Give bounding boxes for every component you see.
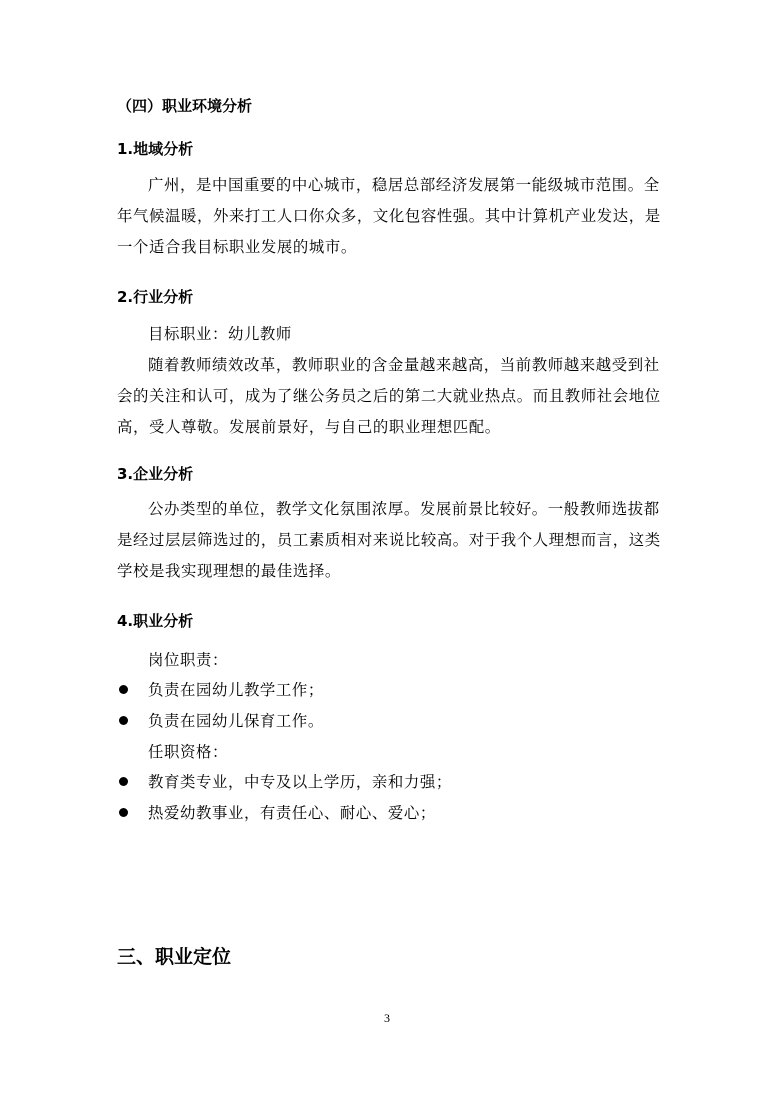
bullet-icon <box>119 716 128 725</box>
chapter-heading-career-positioning: 三、职业定位 <box>117 946 232 968</box>
duty-item: 负责在园幼儿教学工作； <box>148 681 324 699</box>
heading-enterprise-analysis: 3.企业分析 <box>117 465 194 483</box>
bullet-icon <box>119 777 128 786</box>
section-heading-career-environment: （四）职业环境分析 <box>117 97 253 115</box>
bullet-icon <box>119 685 128 694</box>
bullet-icon <box>119 808 128 817</box>
industry-analysis-paragraph: 随着教师绩效改革，教师职业的含金量越来越高，当前教师越来越受到社会的关注和认可，成为了继公务员之后的第二大就业热点。而且教师社会地位高，受人尊敬。发展前景好，与自己的职业理想匹配。 <box>117 356 661 436</box>
heading-regional-analysis: 1.地域分析 <box>117 140 194 158</box>
heading-industry-analysis: 2.行业分析 <box>117 288 194 306</box>
duty-item: 负责在园幼儿保育工作。 <box>148 712 324 730</box>
enterprise-analysis-paragraph: 公办类型的单位，教学文化氛围浓厚。发展前景比较好。一般教师选拔都是经过层层筛选过的，员工素质相对来说比较高。对于我个人理想而言，这类学校是我实现理想的最佳选择。 <box>117 500 661 580</box>
regional-analysis-paragraph: 广州，是中国重要的中心城市，稳居总部经济发展第一能级城市范围。全年气候温暖，外来打工人口你众多，文化包容性强。其中计算机产业发达，是一个适合我目标职业发展的城市。 <box>117 176 661 256</box>
qualification-item: 热爱幼教事业，有责任心、耐心、爱心； <box>148 804 436 822</box>
heading-career-analysis: 4.职业分析 <box>117 612 194 630</box>
page-number: 3 <box>384 1011 390 1025</box>
qualifications-label: 任职资格： <box>148 743 228 761</box>
qualification-item: 教育类专业，中专及以上学历，亲和力强； <box>148 773 452 791</box>
target-career-line: 目标职业：幼儿教师 <box>148 325 292 343</box>
duties-label: 岗位职责： <box>148 651 228 669</box>
